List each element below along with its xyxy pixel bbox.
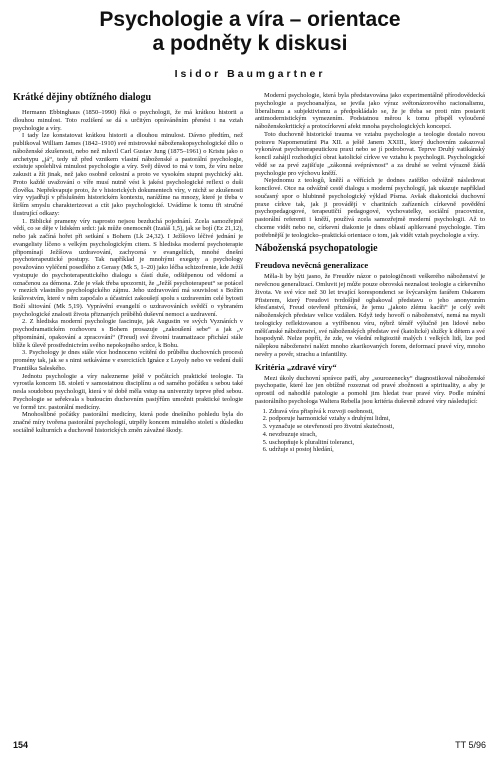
section-heading: Krátké dějiny obtížného dialogu [13, 92, 152, 103]
paragraph: Moderní psychologie, která byla představována jako experimentálně přírodovědecká psychologie a psychoanalýza, se jevila jako výraz světonázorového racionalismu, liberalismu a subjektivismu a předpokládalo se, že je třeba se proti nim postavit antimodernistickým vymezením. Podstatnou měrou k tomu přispěl vyloučené náboženskokritický a protocírkevní afekt mnoha psychologických koncepcí. [255, 92, 485, 130]
criteria-list [255, 408, 485, 455]
paragraph: Mnohoslibné počátky pastorální medicíny, která pode dnešního pohledu byla do značné míry tvořena pastorální psychologií, utrpěly koncem minulého století s důsledku sociálně kulturních a duchovně historických změn závažné škody. [13, 411, 243, 434]
paragraph: 3. Psychology je dnes stále více hodnoceno vcítění do průběhu duchovních procesů promény tak, jak se s nimi setkáváme v exerciciích Ignáce z Loyoly nebo ve vedení duší Františka Saleského. [13, 349, 243, 372]
paragraph: Měla-li by býti jasno, že Freudův názor o patologičnosti veškerého náboženství je nevěcnou generalizací. Omluvit jej může pouze obrovská neznalost teologie a církevního života. Ve své více než 30 let trvající korespondenci se švýcarským farářem Oskarem Pfisterem, který Freudovi tvrdošíjně ogbakoval představu o jeho anonymním křesťanství, Freud otevřeně přiznává, že jemu „jakoto zlému kacíři“ je celý svět náboženských představ velice vzdálen. Když tedy hovoří o náboženství, nemá na mysli teologicky reflektovanou a vytříbenou víru, nýbrž téměř výlučně jen lidové nebo měšťanské náboženství, své náboženských představ své (katolické) služky k dětem a své hospodyně. Nelze popřít, že zde, ve všední religiozitě malých i velkých lidí, lze pod nálepkou náboženství nalézt mnoho zkarikovaných forem, deformací pravé víry, mnoho nevěry a pověr, strachu a infantility. [255, 273, 485, 358]
left-column [13, 92, 243, 435]
list-item: 3. vyznačuje se otevřeností pro životní skutečnosti, [269, 423, 485, 431]
paragraph: Toto duchovně historické trauma ve vztahu psychologie a teologie dostalo novou potravu Napomenutími Pia XII. a ještě Janem XXIII., který duchovním zakazoval vykonávat psychoterapeutickou praxi nebo se jí podrobovat. Teprve Druhý vatikánský koncil zahájil rozhodující obrat katolické církve ve vztahu k psychologii. Psychologické vědě se za prvé zajišťuje „zákonná svéprávnost“ a za druhé se velmi výrazně žádá psychologie pro výchovu kněží. [255, 130, 485, 177]
list-item: 2. podporuje harmonické vztahy s druhými lidmi, [269, 415, 485, 423]
right-column [255, 92, 485, 454]
list-item: 4. nevzbuzuje strach, [269, 431, 485, 439]
paragraph: Mezi úkoly duchovní správce patří, aby „sourozenecky“ diagnostikoval náboženské psychopatie, které lze jen obtížně rozeznat od pravé zbožnosti a spirituality, a aby je oprostil od nahodilé patologie a pomohl jim hledat tvar pravé víry. Podle mínění pastorálního psychologa Waltera Rebella jsou kritéria duševně zdravé víry následující: [255, 374, 485, 405]
paragraph: Jednotu psychologie a víry nalezneme ještě v počátcích praktické teologie. Ta vyrostla koncem 18. století v samostatnou disciplínu a od samého počátku s sebou také nesla soudobou psychologii, která v té době měla vstup na univerzity teprve před sebou. Psychologie se seřekvala s budoucím duchovním pastýřům umožnit praktické teologie ve formě tzv. pastorální medicíny. [13, 372, 243, 411]
title-line-1: Psychologie a víra – orientace [99, 8, 401, 31]
paragraph: 2. Z hlediska moderní psychologie fascinuje, jak Augustin ve svých Vyznáních v psychodramatickém rozhovoru s Bohem prosazuje „zakoušení sebe“ a jak „v připomínání, opakování a zpracování“ (Freud) své životní traumatizace přichází stále blíže k úlevě prostřednictvím svého nepokojného srdce, k Bohu. [13, 318, 243, 349]
title-line-2: a podněty k diskusi [152, 32, 348, 55]
list-item: 1. Zdravá víra přispívá k rozvoji osobnosti, [269, 408, 485, 416]
paragraph: I tady lze konstatovat krátkou historii a dlouhou minulost. Dávno předtím, než publikoval William James (1842–1910) své mistrovské náboženskopsychologické dílo o náboženské zkušenosti, nebo než mluvil Carl Gustav Jung (1875–1961) o Kristu jako o archetypu „já“, tedy už před vznikem vlastní náboženské a pastorální psychologie, existuje spolehlivá minulost psychologie a víry. Svěj důvod to má v tom, že víru nelze zakusit a žít jinak, než jako osobně celostní a proto ve vysokém stupni psychický akt. Proto každé uvažování o víře musí nutně vést k jakési psychologické reflexi o duši člověka. Nepřekvapuje proto, že v historických dokumentech víry, v nichž se zkušenosti víry vyjadřují v příslušném historickém kontextu, narážíme na mnozy, které je třeba v širším smyslu charakterizovat a ctít jako psychologické. Uvádíme k tomu tři stručné ilustrující odkazy: [13, 132, 243, 217]
subsection-heading: Freudova nevěcná generalizace [255, 260, 369, 271]
paragraph: Nejednomu z teologů, kněží a věřících je dodnes zatěžko odvážně následovat koncilové. Otce na odvážně cestě dialogu s moderní psychologií, jak ukazuje například současný spor o hlubinně psychologický výklad Písma. Avšak diakonická duchovní praxe církve tak, jak ji provádějí v charitních zařízeních církevně povědění psychopedagogové, terapeutičtí pedagogové, vychovatelky, sociální pracovnice, pastorální referenti i kněží, používá zcela samozřejmě moderní psychologii. Až to chceme vidět nebo ne, církevní diakonie je dnes oblastí aplikované psychologie. Tím potřebnější je teologicko–praktická orientace o tom, jak vidět vztah psychologie a víry. [255, 177, 485, 239]
author-name: Isidor Baumgartner [174, 68, 326, 80]
paragraph: Hermann Ebbinghaus (1850–1990) říká o psychologii, že má krátkou historii a dlouhou minulost. Toto rozlišení se dá s určitým opráváněním přenést i na vztah psychologie a víry. [13, 109, 243, 132]
paragraph: 1. Biblické prameny víry naprosto nejsou bezduchá pojednání. Zcela samozřejmě vědí, co se děje v lidském srdci: jak může onemocnět (Izaiáš 1,5), jak se bojí (Ez 21,12), nebo jak začíná hořet při setkání s Bohem (Lk 24,32). I Ježíšovo léčivé jednání je evangelisty líčeno s velkým psychologickým citem. S hlediska moderní psychoterapie připomínají Ježíšova uzdravování, zachycená v evangeliích, mnohé dnešní psychoterapeutické postupy. Tak například je mnohými exegety a psychology považováno vyléčení posedlého z Gerasy (Mk 5, 1–20) jako léčba schizofrenie, kde Ježíš vystupuje do psychoterapeutického dialogu s částí duše, odštěpenou od vědomí a označenou za démona. Zde je však třeba upozornit, že „Ježíš psychoterapeut“ se potácel v mezích vlastního psychologického zájmu. Jeho uzdravování má souvislost s Božím královstvím, které v něm započalo a účastníci zakoušejí spolu s uzdravením celé bytosti Boží slitování (Mk 5,19). Vyprávění evangelií o uzdravováních svědčí o vybraném psychologické znalosti života přiznaných průběhů duševní nemoci a uzdravení. [13, 217, 243, 318]
list-item: 5. uschopňuje k pluralitní toleranci, [269, 439, 485, 447]
journal-issue: TT 5/96 [455, 740, 486, 750]
page-number: 154 [13, 740, 29, 750]
subsection-heading: Kritéria „zdravé víry“ [255, 361, 337, 372]
section-heading: Náboženská psychopatologie [255, 243, 378, 255]
article-title [0, 8, 500, 56]
list-item: 6. udržuje si postoj hledání, [269, 446, 485, 454]
